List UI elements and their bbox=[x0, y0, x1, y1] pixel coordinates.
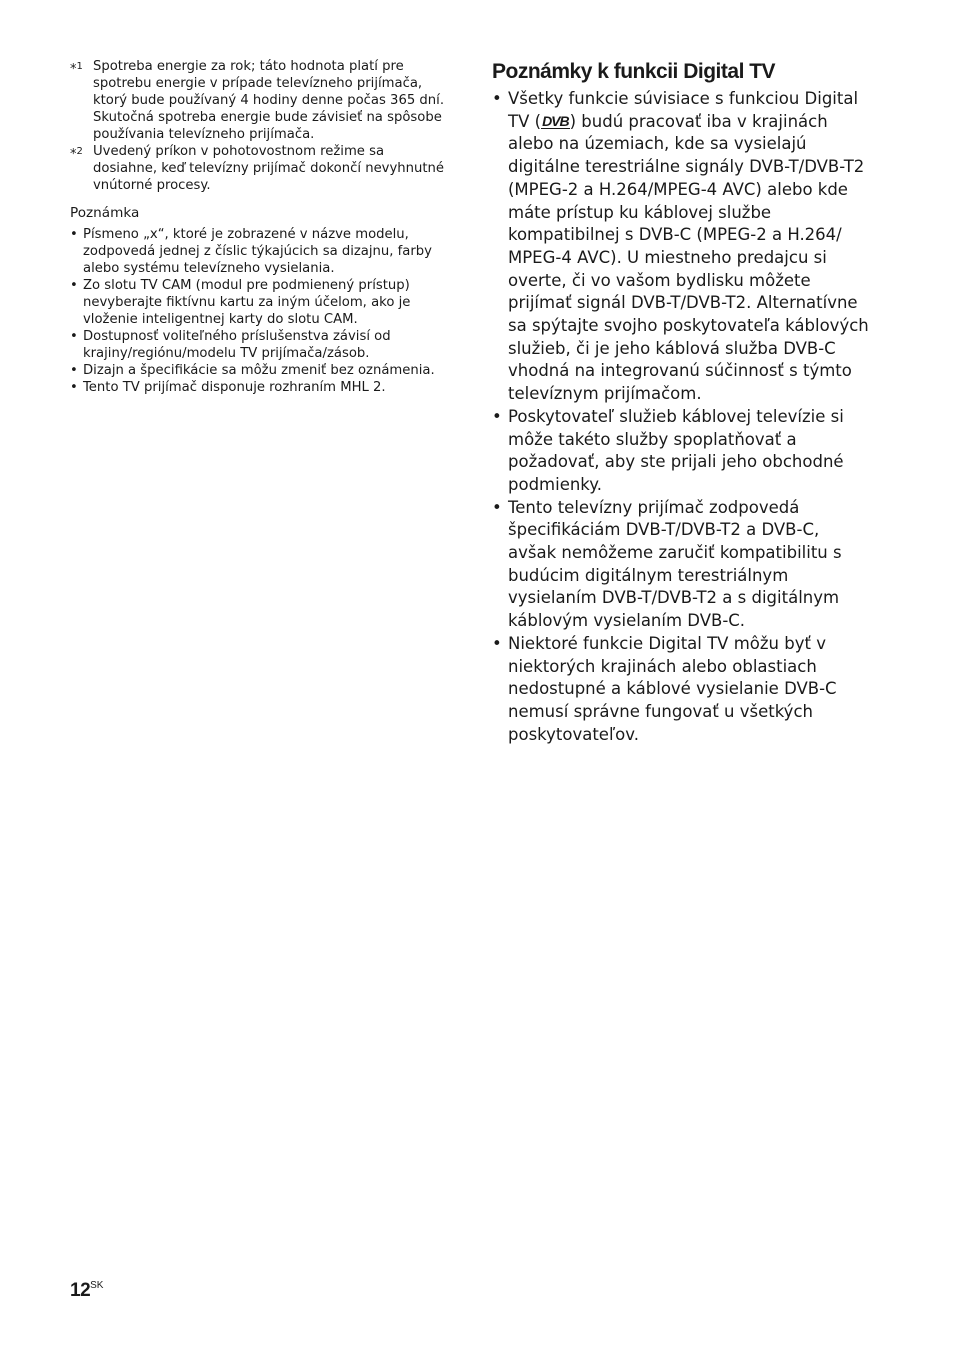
footnote-text: Uvedený príkon v pohotovostnom režime sa dosiahne, keď televízny prijímač dokončí nevyhnutné vnútorné procesy. bbox=[93, 144, 445, 193]
note-item: • Tento TV prijímač disponuje rozhraním MHL 2. bbox=[70, 379, 446, 396]
section-heading: Poznámky k funkcii Digital TV bbox=[492, 60, 776, 83]
note-item: • Písmeno „x“, ktoré je zobrazené v názve modelu, zodpovedá jednej z číslic týkajúcich sa dizajnu, farby alebo systému televízneho vysielania. bbox=[70, 226, 446, 277]
dvb-logo: DVB bbox=[542, 112, 569, 129]
note-list bbox=[70, 226, 446, 396]
right-column bbox=[492, 58, 870, 746]
digital-tv-item: • Tento televízny prijímač zodpovedá špecifikáciám DVB-T/DVB-T2 a DVB-C, avšak nemôžeme zaručiť kompatibilitu s budúcim digitálnym terestriálnym vysielaním DVB-T/DVB-T2 a s digitálnym káblovým vysielaním DVB-C. bbox=[492, 497, 870, 633]
note-item: • Dizajn a špecifikácie sa môžu zmeniť bez oznámenia. bbox=[70, 362, 446, 379]
footnote-text: Spotreba energie za rok; táto hodnota platí pre spotrebu energie v prípade televízneho prijímača, ktorý bude používaný 4 hodiny denne počas 365 dní. Skutočná spotreba energie bude závisieť na spôsobe používania televízneho prijímača. bbox=[93, 59, 445, 142]
left-column bbox=[70, 58, 446, 396]
note-title: Poznámka bbox=[70, 205, 140, 221]
footnote-2 bbox=[70, 143, 446, 194]
footnote-mark: *$^1$ bbox=[70, 61, 83, 77]
digital-tv-item: • Všetky funkcie súvisiace s funkciou Digital TV (DVB) budú pracovať iba v krajinách alebo na územiach, kde sa vysielajú digitálne terestriálne signály DVB-T/DVB-T2 (MPEG-2 a H.264/MPEG-4 AVC) alebo kde máte prístup ku káblovej službe kompatibilnej s DVB-C (MPEG-2 a H.264/ MPEG-4 AVC). U miestneho predajcu si overte, či vo vašom bydlisku môžete prijímať signál DVB-T/DVB-T2. Alternatívne sa spýtajte svojho poskytovateľa káblových služieb, či je jeho káblová služba DVB-C vhodná na integrovanú súčinnosť s týmto televíznym prijímačom. bbox=[492, 88, 870, 406]
footnote-1 bbox=[70, 58, 446, 143]
digital-tv-item: • Poskytovateľ služieb káblovej televízie si môže takéto služby spoplatňovať a požadovať, aby ste prijali jeho obchodné podmienky. bbox=[492, 406, 870, 497]
note-item: • Zo slotu TV CAM (modul pre podmienený prístup) nevyberajte fiktívnu kartu za iným účelom, ako je vloženie inteligentnej karty do slotu CAM. bbox=[70, 277, 446, 328]
page-number: $12^{SK}$ bbox=[70, 1280, 104, 1301]
note-item: • Dostupnosť voliteľného príslušenstva závisí od krajiny/regiónu/modelu TV prijímača/zásob. bbox=[70, 328, 446, 362]
footnote-mark: *$^2$ bbox=[70, 146, 83, 162]
digital-tv-item: • Niektoré funkcie Digital TV môžu byť v niektorých krajinách alebo oblastiach nedostupné a káblové vysielanie DVB-C nemusí správne fungovať u všetkých poskytovateľov. bbox=[492, 633, 870, 747]
digital-tv-list bbox=[492, 88, 870, 746]
language-code: SK bbox=[90, 1280, 104, 1291]
